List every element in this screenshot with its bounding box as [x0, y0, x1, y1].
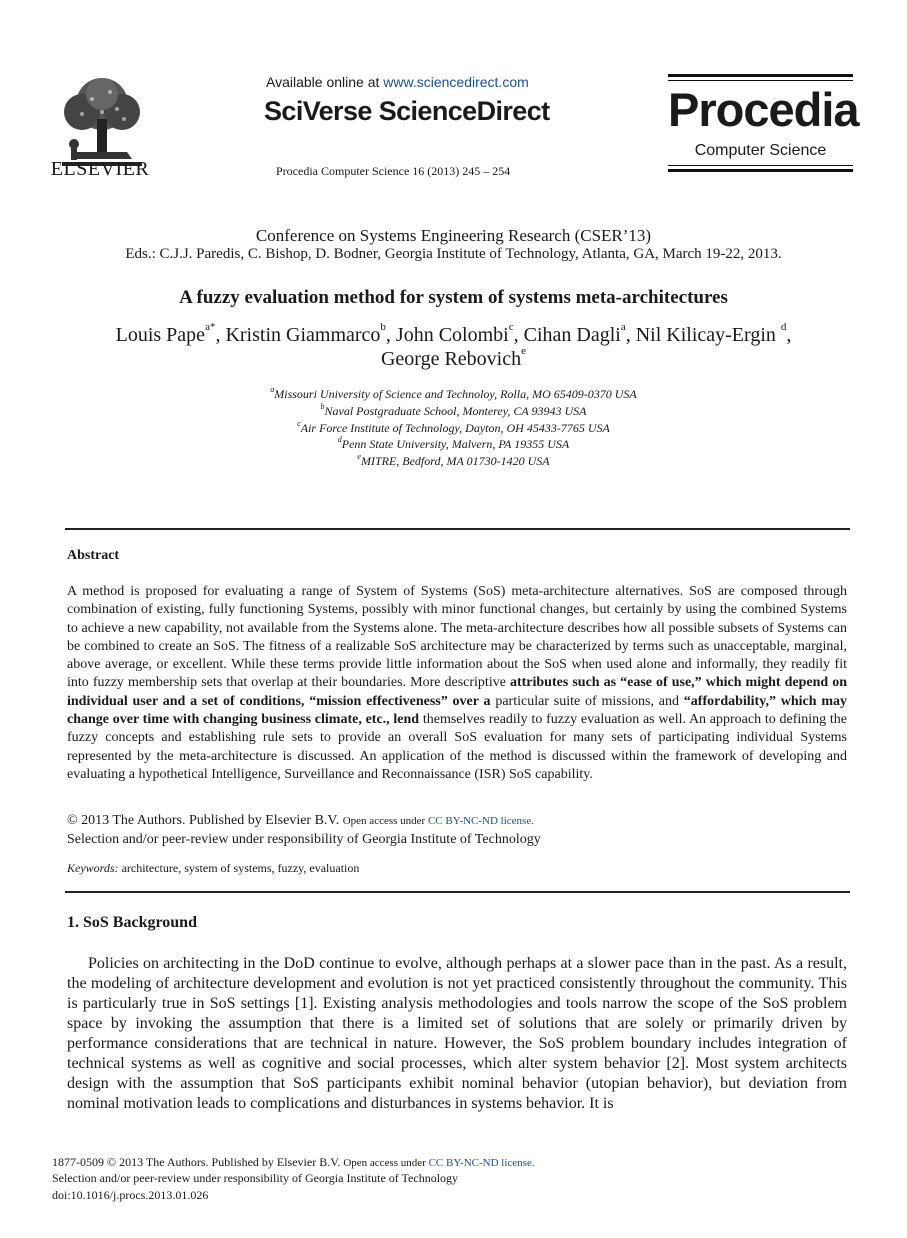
affiliation-text: MITRE, Bedford, MA 01730-1420 USA	[360, 454, 550, 468]
abstract-part1: A method is proposed for evaluating a range of System of Systems (SoS) meta-architecture alternatives. SoS are composed through combination of existing, fully functioning Systems, possibly with minor functional changes, but certainly by using the combined Systems to achieve a new capability, not available from the Systems alone. The meta-architecture describes how all possible subsets of Systems can be combined to create an SoS. The fitness of a realizable SoS architecture may be characterized by terms such as unacceptable, marginal, above average, or excellent. While these terms provide little information about the SoS when used alone and informally, they readily fit into fuzzy membership sets that overlap at their boundaries. More descriptive	[67, 584, 847, 691]
author-name-text: Cihan Dagli	[523, 324, 621, 346]
author-name-text: John Colombi	[395, 324, 509, 346]
section-heading: 1. SoS Background	[67, 914, 197, 931]
footer-doi: doi:10.1016/j.procs.2013.01.026	[52, 1188, 209, 1202]
affiliation-text: Air Force Institute of Technology, Dayton, OH 45433-7765 USA	[300, 421, 610, 435]
footer-issn	[52, 1155, 535, 1170]
available-online	[266, 74, 529, 90]
author-affiliation-mark: e	[521, 345, 527, 357]
copyright-text: © 2013 The Authors. Published by Elsevier B.V.	[67, 813, 343, 828]
license-link[interactable]: CC BY-NC-ND license.	[427, 815, 534, 827]
footer-license-link[interactable]: CC BY-NC-ND license.	[428, 1157, 535, 1169]
open-access-text: Open access under	[342, 815, 428, 827]
author-separator: ,	[786, 324, 792, 346]
elsevier-wordmark: ELSEVIER	[50, 158, 150, 180]
affiliation-text: Penn State University, Malvern, PA 19355 USA	[341, 437, 570, 451]
keywords-value: architecture, system of systems, fuzzy, evaluation	[118, 861, 360, 875]
affiliation-text: Missouri University of Science and Technoloy, Rolla, MO 65409-0370 USA	[274, 387, 637, 401]
author-separator: ,	[215, 324, 226, 346]
affiliation-line	[0, 404, 907, 419]
affiliation-line	[0, 437, 907, 452]
affiliation-mark: b	[320, 402, 325, 411]
author-name	[380, 345, 527, 370]
affiliation-mark: d	[337, 435, 342, 444]
author-affiliation-mark: c	[508, 321, 514, 333]
bottom-rule	[65, 891, 850, 893]
affiliation-line	[0, 454, 907, 469]
author-affiliation-mark: a*	[205, 321, 216, 333]
author-list	[0, 321, 907, 347]
affiliation-line	[0, 421, 907, 436]
paper-title: A fuzzy evaluation method for system of systems meta-architectures	[179, 287, 728, 308]
affiliation-mark: a	[270, 385, 275, 394]
affiliation-mark: c	[297, 419, 301, 428]
affiliation-text: Naval Postgraduate School, Monterey, CA 93943 USA	[324, 404, 587, 418]
author-name-text: George Rebovich	[380, 348, 522, 370]
footer-copyright: 1877-0509 © 2013 The Authors. Published by Elsevier B.V.	[52, 1155, 344, 1169]
author-affiliation-mark: d	[780, 321, 787, 333]
affiliation-mark: e	[357, 452, 361, 461]
author-list-line2	[0, 345, 907, 371]
author-affiliation-mark: a	[620, 321, 626, 333]
abstract-part2: particular suite of missions, and	[490, 693, 684, 709]
footer-open-access: Open access under	[343, 1157, 429, 1169]
author-name	[523, 321, 636, 346]
conference-editors: Eds.: C.J.J. Paredis, C. Bishop, D. Bodner, Georgia Institute of Technology, Atlanta, GA, March 19-22, 2013.	[125, 246, 782, 262]
author-separator: ,	[625, 324, 636, 346]
abstract-bold1: attributes such as “ease of use,” which might depend on individual user and a set of conditions, “mission effectiveness” over a	[67, 675, 848, 709]
sciverse-wordmark: SciVerse ScienceDirect	[264, 96, 550, 126]
top-rule	[65, 528, 850, 530]
author-name-text: Nil Kilicay-Ergin	[635, 324, 781, 346]
available-prefix: Available online at	[266, 74, 384, 90]
journal-citation: Procedia Computer Science 16 (2013) 245 – 254	[276, 164, 511, 178]
copyright-line	[67, 813, 534, 829]
author-name	[395, 321, 524, 346]
author-separator: ,	[385, 324, 396, 346]
author-affiliation-mark: b	[380, 321, 386, 333]
procedia-logo	[668, 74, 859, 174]
abstract-heading: Abstract	[67, 548, 120, 563]
keywords-label: Keywords:	[67, 861, 119, 875]
affiliation-line	[0, 387, 907, 402]
author-name	[635, 321, 792, 346]
author-separator: ,	[513, 324, 524, 346]
sciencedirect-link[interactable]: www.sciencedirect.com	[383, 74, 529, 90]
abstract-bold2: “affordability,” which may change over time with changing business climate, etc., lend	[67, 693, 847, 728]
author-name-text: Louis Pape	[115, 324, 206, 346]
author-name	[225, 321, 396, 346]
footer-peer-review: Selection and/or peer-review under responsibility of Georgia Institute of Technology	[52, 1171, 459, 1185]
abstract-part3: themselves readily to fuzzy evaluation as well. An approach to defining the fuzzy concepts and establishing rule sets to provide an overall SoS evaluation for many sets of participating individual Systems represented by the meta-architecture is discussed. An application of the method is discussed within the framework of developing and evaluating a hypothetical Intelligence, Surveillance and Reconnaissance (ISR) SoS capability.	[67, 712, 848, 782]
author-name	[115, 321, 226, 346]
section-body: Policies on architecting in the DoD continue to evolve, although perhaps at a slower pace than in the past. As a result, the modeling of architecture development and evolution is not yet practiced consistently throughout the community. This is particularly true in SoS settings [1]. Existing analysis methodologies and tools narrow the scope of the SoS problem space by invoking the assumption that there is a limited set of solutions that are solely or primarily driven by performance considerations that are technical in nature. However, the SoS problem boundary includes integration of technical systems as well as cognitive and social processes, which alter system behavior [2]. Most system architects design with the assumption that SoS participants exhibit nominal behavior (utopian behavior), but deviation from nominal motivation leads to complications and disturbances in systems behavior. It is	[67, 955, 847, 1112]
procedia-subtitle: Computer Science	[694, 142, 827, 159]
author-name-text: Kristin Giammarco	[225, 324, 381, 346]
keywords-line	[67, 861, 359, 876]
abstract-text	[67, 583, 847, 784]
peer-review-line: Selection and/or peer-review under responsibility of Georgia Institute of Technology	[67, 832, 541, 847]
conference-name: Conference on Systems Engineering Research (CSER’13)	[255, 226, 652, 245]
procedia-wordmark: Procedia	[668, 83, 859, 136]
